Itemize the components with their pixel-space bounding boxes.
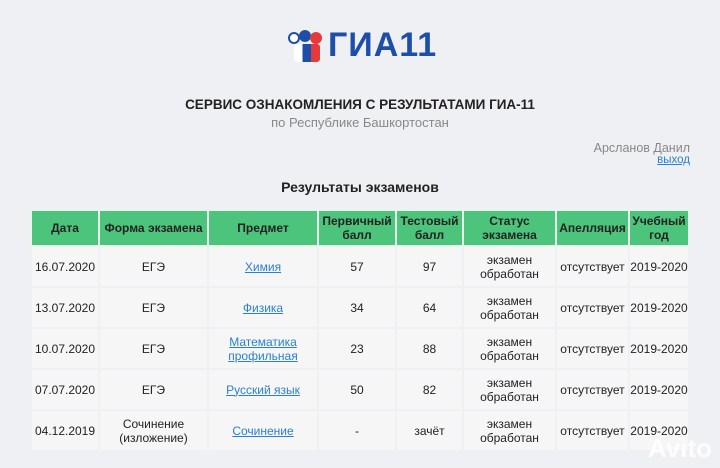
column-header: Дата (31, 210, 99, 246)
cell-form: ЕГЭ (99, 246, 208, 287)
results-title: Результаты экзаменов (281, 179, 439, 195)
cell-subject (208, 369, 318, 410)
subject-link[interactable]: Русский язык (226, 382, 300, 397)
cell-status: экзамен обработан (463, 246, 556, 287)
logout-link[interactable]: выход (657, 154, 690, 166)
table-row (31, 410, 689, 451)
table-row (31, 328, 689, 369)
subject-link[interactable]: Сочинение (232, 423, 294, 438)
cell-test: 97 (396, 246, 463, 287)
cell-subject (208, 328, 318, 369)
subject-link[interactable]: Химия (244, 259, 282, 274)
column-header: Статус экзамена (463, 210, 556, 246)
cell-form: ЕГЭ (99, 328, 208, 369)
cell-subject (208, 246, 318, 287)
subject-link[interactable]: Математика профильная (228, 334, 298, 363)
cell-primary: - (318, 410, 396, 451)
cell-date: 16.07.2020 (31, 246, 99, 287)
avito-watermark: Avito (647, 433, 712, 463)
user-block (594, 142, 690, 166)
cell-appeal: отсутствует (556, 328, 629, 369)
gia11-logo (286, 26, 437, 65)
table-row (31, 287, 689, 328)
page-subtitle: по Республике Башкортостан (271, 115, 449, 130)
cell-date: 04.12.2019 (31, 410, 99, 451)
cell-year: 2019-2020 (629, 287, 689, 328)
cell-year: 2019-2020 (629, 369, 689, 410)
cell-appeal: отсутствует (556, 287, 629, 328)
logo-text: ГИА11 (328, 26, 438, 64)
cell-test: 82 (396, 369, 463, 410)
cell-status: экзамен обработан (463, 369, 556, 410)
user-name: Арсланов Данил (593, 141, 690, 155)
column-header: Апелляция (556, 210, 629, 246)
cell-year: 2019-2020 (629, 328, 689, 369)
cell-status: экзамен обработан (463, 328, 556, 369)
cell-year: 2019-2020 (629, 410, 689, 451)
logo-people-icon (286, 28, 326, 64)
column-header: Тестовый балл (396, 210, 463, 246)
cell-form: ЕГЭ (99, 287, 208, 328)
table-row (31, 246, 689, 287)
cell-status: экзамен обработан (463, 410, 556, 451)
cell-primary: 50 (318, 369, 396, 410)
page-title: СЕРВИС ОЗНАКОМЛЕНИЯ С РЕЗУЛЬТАТАМИ ГИА-11 (185, 97, 535, 112)
subject-link[interactable]: Физика (242, 300, 284, 315)
cell-test: 88 (396, 328, 463, 369)
results-table (30, 209, 690, 452)
column-header: Форма экзамена (99, 210, 208, 246)
table-row (31, 369, 689, 410)
cell-date: 10.07.2020 (31, 328, 99, 369)
cell-test: 64 (396, 287, 463, 328)
column-header: Предмет (208, 210, 318, 246)
cell-year: 2019-2020 (629, 246, 689, 287)
cell-appeal: отсутствует (556, 246, 629, 287)
cell-date: 13.07.2020 (31, 287, 99, 328)
cell-primary: 23 (318, 328, 396, 369)
cell-appeal: отсутствует (556, 410, 629, 451)
cell-status: экзамен обработан (463, 287, 556, 328)
column-header: Учебный год (629, 210, 689, 246)
cell-appeal: отсутствует (556, 369, 629, 410)
cell-subject (208, 287, 318, 328)
cell-test: зачёт (396, 410, 463, 451)
cell-date: 07.07.2020 (31, 369, 99, 410)
cell-form: Сочинение (изложение) (99, 410, 208, 451)
cell-subject (208, 410, 318, 451)
column-header: Первичный балл (318, 210, 396, 246)
cell-form: ЕГЭ (99, 369, 208, 410)
cell-primary: 34 (318, 287, 396, 328)
cell-primary: 57 (318, 246, 396, 287)
